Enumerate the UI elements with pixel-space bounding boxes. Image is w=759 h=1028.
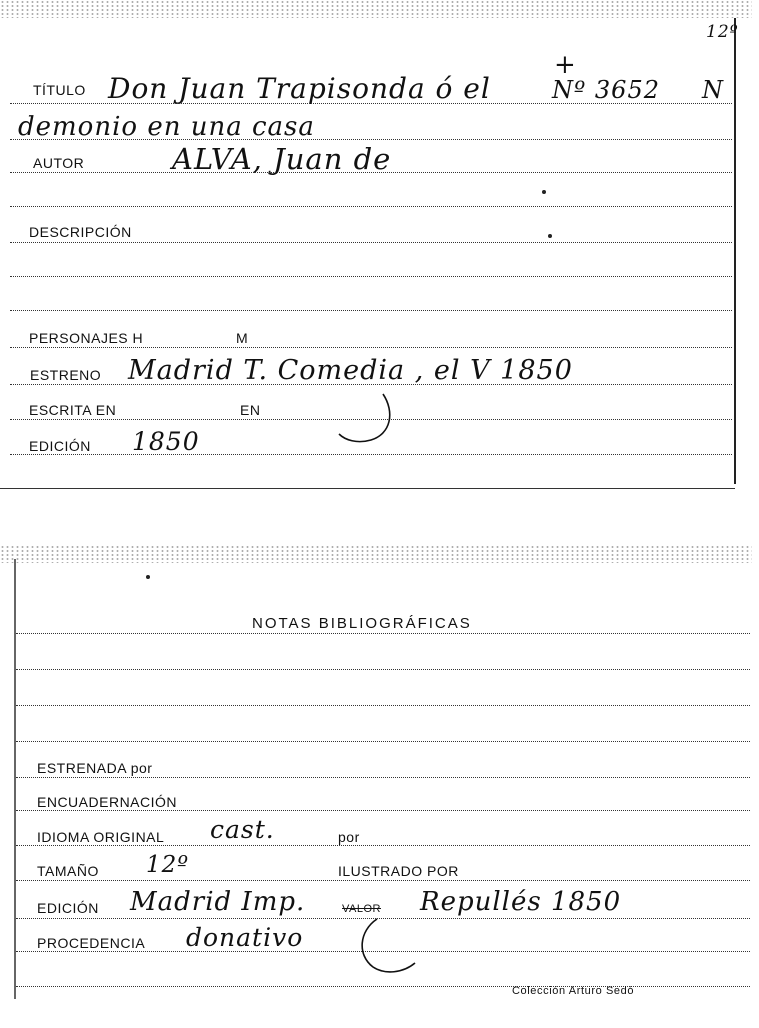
edicion-label: EDICIÓN bbox=[29, 438, 91, 454]
tamano-label: TAMAÑO bbox=[37, 863, 99, 879]
notas-rule-4 bbox=[16, 741, 750, 742]
personajes-rule bbox=[10, 347, 732, 348]
card-bottom-edge bbox=[0, 488, 735, 489]
notas-heading: NOTAS BIBLIOGRÁFICAS bbox=[252, 615, 472, 632]
titulo-value-line-1: Don Juan Trapisonda ó el bbox=[108, 72, 491, 105]
escrita-label: ESCRITA EN bbox=[29, 402, 117, 418]
autor-value: ALVA, Juan de bbox=[172, 142, 392, 176]
catalog-card-back bbox=[0, 545, 752, 1015]
procedencia-label: PROCEDENCIA bbox=[37, 935, 146, 951]
autor-label: AUTOR bbox=[33, 155, 85, 171]
idioma-label: IDIOMA ORIGINAL bbox=[37, 829, 165, 845]
blank-rule-1 bbox=[10, 206, 732, 207]
estrenada-label: ESTRENADA por bbox=[37, 760, 153, 776]
edicion-value: 1850 bbox=[132, 427, 200, 456]
estreno-label: ESTRENO bbox=[30, 367, 102, 383]
titulo-rule bbox=[10, 103, 732, 104]
tamano-value: 12º bbox=[146, 852, 190, 878]
idioma-por-label: por bbox=[338, 829, 360, 845]
idioma-value: cast. bbox=[210, 815, 275, 844]
catalog-card-front bbox=[0, 0, 752, 492]
speck bbox=[542, 190, 546, 194]
notas-rule-1 bbox=[16, 633, 750, 634]
descripcion-rule bbox=[10, 242, 732, 243]
card-left-edge bbox=[14, 559, 16, 999]
card-top-edge bbox=[0, 545, 752, 563]
notas-rule-2 bbox=[16, 669, 750, 670]
edicion-back-value-2: Repullés 1850 bbox=[420, 887, 622, 917]
edicion-back-label: EDICIÓN bbox=[37, 900, 99, 916]
descripcion-label: DESCRIPCIÓN bbox=[29, 224, 132, 240]
procedencia-value: donativo bbox=[186, 923, 304, 952]
titulo-rule-2 bbox=[10, 139, 732, 140]
speck bbox=[146, 575, 150, 579]
idioma-rule bbox=[16, 845, 750, 846]
speck bbox=[548, 234, 552, 238]
ilustrado-label: ILUSTRADO POR bbox=[338, 863, 459, 879]
titulo-value-line-2: demonio en una casa bbox=[18, 112, 315, 142]
cross-mark: + bbox=[554, 50, 577, 80]
blank-rule-2 bbox=[10, 276, 732, 277]
tamano-rule bbox=[16, 880, 750, 881]
card-right-edge bbox=[734, 18, 736, 484]
encuadernacion-label: ENCUADERNACIÓN bbox=[37, 794, 178, 810]
blank-rule-3 bbox=[10, 310, 732, 311]
estrenada-rule bbox=[16, 777, 750, 778]
card-top-edge bbox=[0, 0, 752, 18]
numero-suffix: N bbox=[702, 76, 724, 104]
corner-note: 12º bbox=[706, 22, 739, 42]
estreno-rule bbox=[10, 384, 732, 385]
titulo-label: TÍTULO bbox=[33, 82, 86, 98]
notas-rule-3 bbox=[16, 705, 750, 706]
escrita-en-label: EN bbox=[240, 402, 261, 418]
edicion-rule bbox=[10, 454, 732, 455]
personajes-label: PERSONAJES H bbox=[29, 330, 144, 346]
edicion-struck-word: VALOR bbox=[342, 903, 381, 915]
personajes-m-label: M bbox=[236, 330, 249, 346]
edicion-back-value-1: Madrid Imp. bbox=[130, 887, 306, 917]
autor-rule bbox=[10, 172, 732, 173]
encuadernacion-rule bbox=[16, 810, 750, 811]
punch-hole-mark bbox=[355, 915, 425, 975]
blank-rule-back bbox=[16, 986, 750, 987]
coleccion-credit: Colección Arturo Sedó bbox=[512, 985, 635, 997]
punch-hole-mark bbox=[335, 392, 395, 447]
estreno-value: Madrid T. Comedia , el V 1850 bbox=[128, 355, 573, 386]
numero-value: Nº 3652 bbox=[552, 76, 660, 104]
